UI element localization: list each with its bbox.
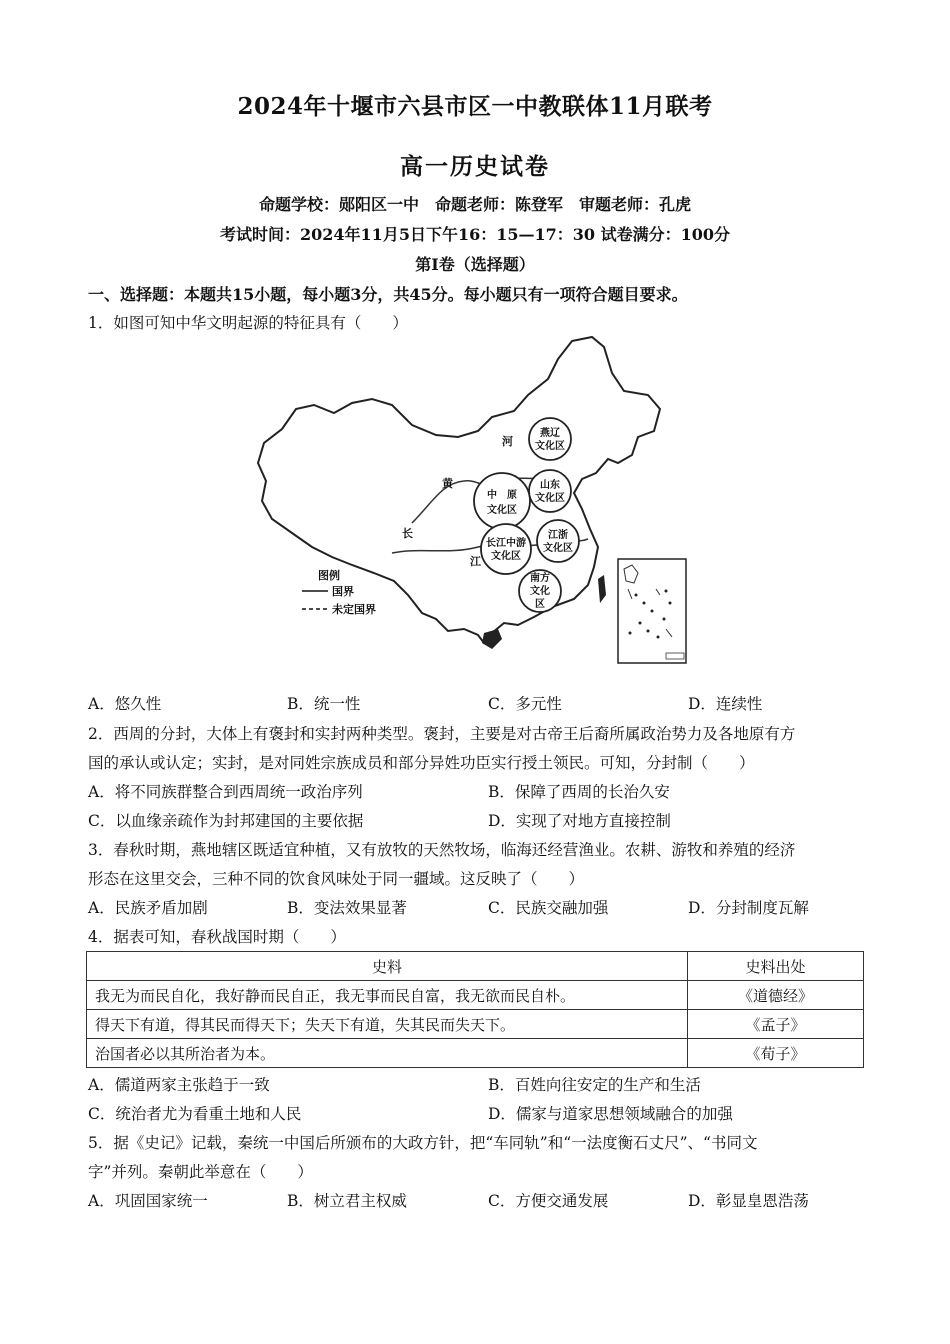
svg-text:国界: 国界	[332, 585, 354, 598]
q2-option-b[interactable]: B．保障了西周的长治久安	[488, 783, 670, 801]
q1-option-d[interactable]: D．连续性	[688, 695, 763, 713]
q2-option-a[interactable]: A．将不同族群整合到西周统一政治序列	[88, 783, 363, 801]
volume-label: 第Ⅰ卷（选择题）	[415, 255, 535, 274]
q1-option-c[interactable]: C．多元性	[488, 695, 562, 713]
q4-option-d[interactable]: D．儒家与道家思想领域融合的加强	[488, 1105, 733, 1123]
hainan-island	[482, 629, 502, 649]
q5-stem-line2: 字”并列。秦朝此举意在（ ）	[88, 1163, 313, 1181]
q5-option-c[interactable]: C．方便交通发展	[488, 1192, 609, 1210]
culture-circle-zhongyuan	[474, 473, 530, 529]
south-china-sea-inset	[618, 559, 686, 663]
river-label-chang: 长	[402, 527, 413, 540]
table-cell-text: 我无为而民自化，我好静而民自正，我无事而民自富，我无欲而民自朴。	[87, 981, 688, 1010]
river-label-jiang: 江	[470, 555, 481, 568]
svg-text:文化区: 文化区	[535, 493, 565, 504]
table-cell-text: 得天下有道，得其民而得天下；失天下有道，失其民而失天下。	[87, 1010, 688, 1039]
q3-option-c[interactable]: C．民族交融加强	[488, 899, 609, 917]
exam-info: 考试时间：2024年11月5日下午16：15—17：30 试卷满分：100分	[220, 225, 730, 244]
table-cell-text: 治国者必以其所治者为本。	[87, 1039, 688, 1068]
q3-option-b[interactable]: B．变法效果显著	[287, 899, 407, 917]
section-title: 一、选择题：本题共15小题，每小题3分，共45分。每小题只有一项符合题目要求。	[88, 285, 688, 304]
china-culture-map	[252, 333, 704, 665]
map-legend	[302, 568, 376, 616]
svg-text:文化区: 文化区	[491, 551, 521, 562]
table-row	[87, 1010, 864, 1039]
q1-option-a[interactable]: A．悠久性	[88, 695, 162, 713]
river-label-he: 河	[502, 435, 513, 448]
exam-subtitle: 高一历史试卷	[400, 153, 550, 180]
svg-text:文化区: 文化区	[535, 441, 565, 452]
svg-text:文化区: 文化区	[487, 505, 517, 516]
q5-option-d[interactable]: D．彰显皇恩浩荡	[688, 1192, 809, 1210]
q4-option-a[interactable]: A．儒道两家主张趋于一致	[88, 1076, 270, 1094]
q4-stem: 4．据表可知，春秋战国时期（ ）	[88, 928, 346, 946]
table-cell-origin: 《道德经》	[688, 981, 864, 1010]
table-header-source: 史料	[87, 952, 688, 981]
svg-text:未定国界: 未定国界	[332, 603, 376, 616]
svg-text:山东: 山东	[540, 480, 560, 491]
q5-stem-line1: 5．据《史记》记载，秦统一中国后所颁布的大政方针，把“车同轨”和“一法度衡石丈尺”、“书同文	[88, 1134, 758, 1152]
exam-title: 2024年十堰市六县市区一中教联体11月联考	[237, 93, 713, 120]
q1-stem: 1．如图可知中华文明起源的特征具有（ ）	[88, 314, 408, 332]
culture-circle-changjiang	[481, 524, 531, 574]
q4-option-c[interactable]: C．统治者尤为看重土地和人民	[88, 1105, 302, 1123]
q4-option-b[interactable]: B．百姓向往安定的生产和生活	[488, 1076, 701, 1094]
q3-stem-line1: 3．春秋时期，燕地辖区既适宜种植，又有放牧的天然牧场，临海还经营渔业。农耕、游牧和养殖的经济	[88, 841, 796, 859]
q2-option-d[interactable]: D．实现了对地方直接控制	[488, 812, 671, 830]
table-row	[87, 981, 864, 1010]
table-cell-origin: 《荀子》	[688, 1039, 864, 1068]
q5-option-a[interactable]: A．巩固国家统一	[88, 1192, 208, 1210]
table-header-origin: 史料出处	[688, 952, 864, 981]
culture-circle-jiangzhe	[537, 520, 579, 562]
q3-option-a[interactable]: A．民族矛盾加剧	[88, 899, 208, 917]
svg-text:区: 区	[535, 599, 545, 610]
q3-stem-line2: 形态在这里交会，三种不同的饮食风味处于同一疆域。这反映了（ ）	[88, 870, 585, 888]
culture-circle-nanfang	[519, 570, 561, 612]
label-yanliao: 燕辽	[540, 428, 560, 439]
river-label-huang: 黄	[442, 477, 453, 490]
table-cell-origin: 《孟子》	[688, 1010, 864, 1039]
svg-text:江浙: 江浙	[548, 530, 568, 541]
culture-circle-yanliao	[529, 418, 571, 460]
q2-stem-line1: 2．西周的分封，大体上有褒封和实封两种类型。褒封，主要是对古帝王后裔所属政治势力及各地原有方	[88, 725, 796, 743]
table-header-row	[87, 952, 864, 981]
svg-text:文化: 文化	[530, 586, 550, 597]
q4-source-table	[86, 951, 864, 1068]
q2-stem-line2: 国的承认或认定；实封，是对同姓宗族成员和部分异姓功臣实行授土领民。可知，分封制（ ）	[88, 754, 755, 772]
svg-text:图例: 图例	[318, 569, 340, 582]
q5-option-b[interactable]: B．树立君主权威	[287, 1192, 407, 1210]
exam-authors: 命题学校：郧阳区一中 命题老师：陈登军 审题老师：孔虎	[258, 195, 691, 214]
q1-option-b[interactable]: B．统一性	[287, 695, 361, 713]
table-row	[87, 1039, 864, 1068]
culture-circle-shandong	[529, 470, 571, 512]
svg-text:文化区: 文化区	[543, 543, 573, 554]
svg-text:中 原: 中 原	[487, 490, 517, 501]
taiwan-island	[598, 575, 606, 603]
q2-option-c[interactable]: C．以血缘亲疏作为封邦建国的主要依据	[88, 812, 364, 830]
svg-text:南方: 南方	[530, 573, 550, 584]
q3-option-d[interactable]: D．分封制度瓦解	[688, 899, 809, 917]
svg-text:长江中游: 长江中游	[486, 538, 526, 549]
